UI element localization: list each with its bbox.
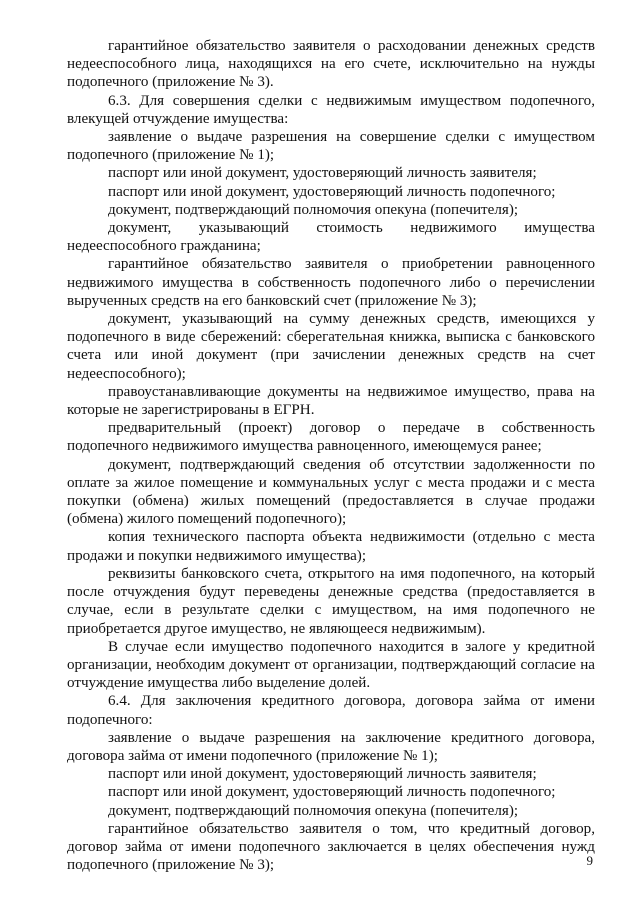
- list-item-application-property-deal: заявление о выдаче разрешения на совершение сделки с имуществом подопечного (приложение № 1);: [67, 129, 595, 164]
- list-item-applicant-passport: паспорт или иной документ, удостоверяющий личность заявителя;: [108, 165, 537, 182]
- list-item-no-debt-certificate: документ, подтверждающий сведения об отсутствии задолженности по оплате за жилое помещение и коммунальных услуг с места продажи и с места покупки (обмена) жилых помещений (предоставляется в случае продажи (обмена) жилого помещений подопечного);: [67, 456, 595, 528]
- list-item-ward-passport: паспорт или иной документ, удостоверяющий личность подопечного;: [108, 183, 556, 200]
- paragraph-pledge-consent: В случае если имущество подопечного находится в залоге у кредитной организации, необходим документ от организации, подтверждающий согласие на отчуждение имущества либо выделение долей.: [67, 638, 595, 692]
- list-item-savings-document: документ, указывающий на сумму денежных средств, имеющихся у подопечного в виде сбережений: сберегательная книжка, выписка с банковского счета или иной документ (при зачислении денежных средств на счет недееспособного);: [67, 311, 595, 382]
- list-item-guarantee-credit-purpose: гарантийное обязательство заявителя о том, что кредитный договор, договор займа от имени подопечного заключается в целях обеспечения нужд подопечного (приложение № 3);: [67, 820, 595, 874]
- list-item-bank-account-details: реквизиты банковского счета, открытого на имя подопечного, на который после отчуждения будут переведены денежные средства (предоставляется в случае, если в результате сделки с имуществом, на имя подопечного не приобретается другое имущество, не являющееся недвижимым).: [67, 565, 595, 637]
- list-item-preliminary-contract: предварительный (проект) договор о передаче в собственность подопечного недвижимого имущества равноценного, имеющемуся ранее;: [67, 420, 595, 455]
- page-number: 9: [586, 853, 593, 868]
- section-6-3-heading: 6.3. Для совершения сделки с недвижимым имуществом подопечного, влекущей отчуждение имущества:: [67, 92, 595, 127]
- list-item-guardian-authority: документ, подтверждающий полномочия опекуна (попечителя);: [108, 201, 519, 218]
- list-item-technical-passport-copy: копия технического паспорта объекта недвижимости (отдельно с места продажи и покупки недвижимого имущества);: [67, 529, 595, 564]
- list-item-title-documents: правоустанавливающие документы на недвижимое имущество, права на которые не зарегистрированы в ЕГРН.: [67, 383, 595, 419]
- section-6-4-heading: 6.4. Для заключения кредитного договора, договора займа от имени подопечного:: [67, 693, 595, 728]
- list-item-guarantee-equivalent-property: гарантийное обязательство заявителя о приобретении равноценного недвижимого имущества в собственность подопечного либо о перечислении вырученных средств на его банковский счет (приложение № 3);: [67, 256, 595, 309]
- list-item-property-value-document: документ, указывающий стоимость недвижимого имущества недееспособного гражданина;: [67, 220, 595, 255]
- document-body: [67, 37, 595, 874]
- list-item-guardian-authority-2: документ, подтверждающий полномочия опекуна (попечителя);: [108, 802, 519, 819]
- paragraph-guarantee-funds-continuation: гарантийное обязательство заявителя о расходовании денежных средств недееспособного лица, находящихся на его счете, исключительно на нужды подопечного (приложение № 3).: [67, 38, 595, 91]
- list-item-application-credit-contract: заявление о выдаче разрешения на заключение кредитного договора, договора займа от имени подопечного (приложение № 1);: [67, 729, 595, 764]
- list-item-ward-passport-2: паспорт или иной документ, удостоверяющий личность подопечного;: [108, 784, 556, 801]
- list-item-applicant-passport-2: паспорт или иной документ, удостоверяющий личность заявителя;: [108, 766, 537, 783]
